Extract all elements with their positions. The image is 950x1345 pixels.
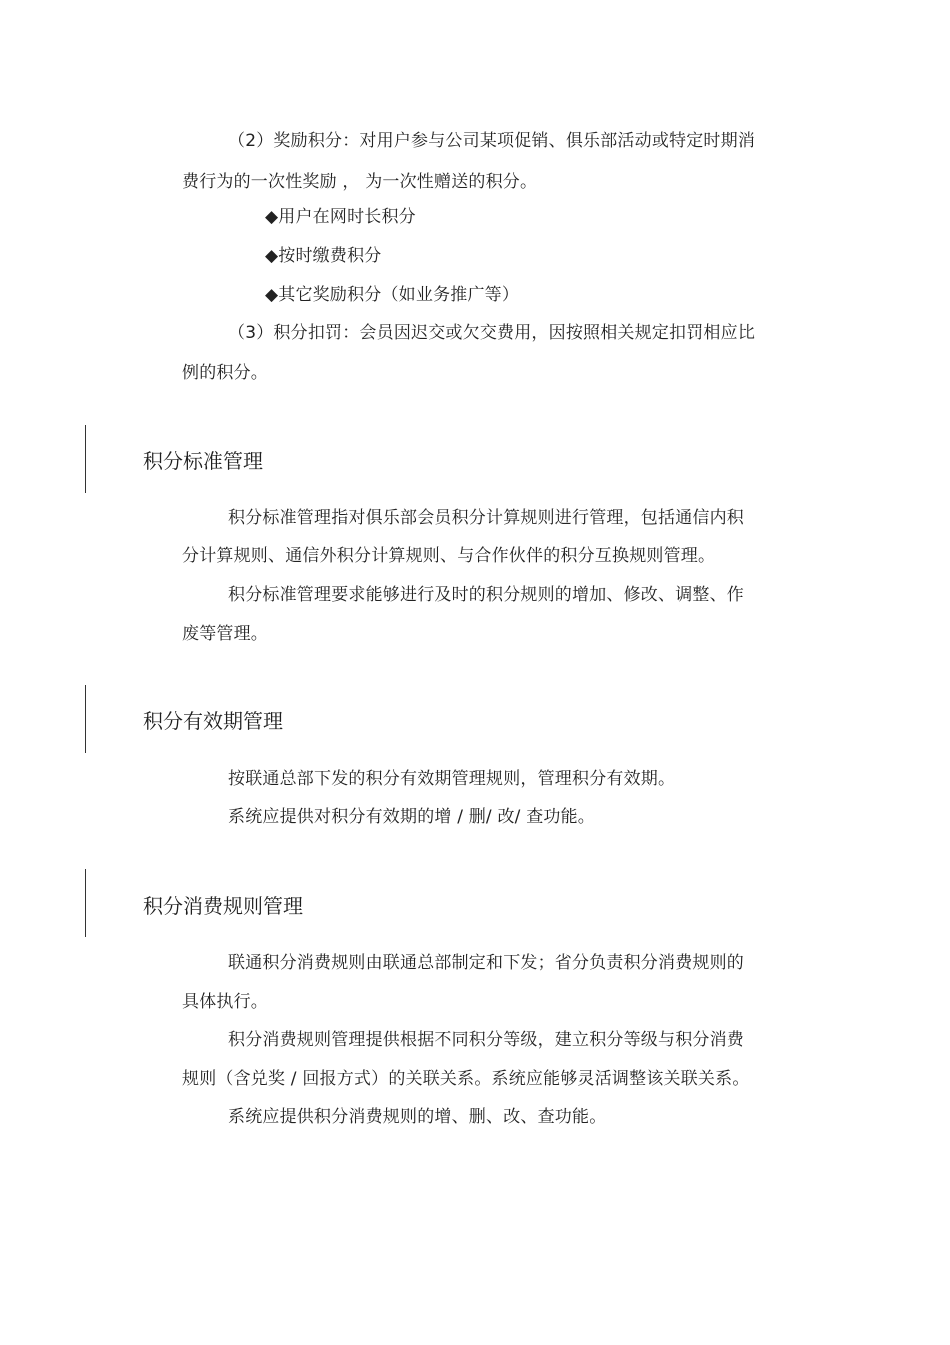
section-marker-bar bbox=[85, 425, 86, 493]
section-text-line: 分计算规则、通信外积分计算规则、与合作伙伴的积分互换规则管理。 bbox=[182, 546, 716, 566]
bullet-item: ◆按时缴费积分 bbox=[265, 246, 382, 266]
section-text-line: 联通积分消费规则由联通总部制定和下发；省分负责积分消费规则的 bbox=[228, 953, 744, 973]
section-text-line: 积分标准管理指对俱乐部会员积分计算规则进行管理，包括通信内积 bbox=[228, 508, 744, 528]
section-text-line: 废等管理。 bbox=[182, 624, 268, 644]
paragraph-3-line-1: （3）积分扣罚：会员因迟交或欠交费用，因按照相关规定扣罚相应比 bbox=[228, 323, 756, 343]
paragraph-2-line-2: 费行为的一次性奖励 ， 为一次性赠送的积分。 bbox=[182, 172, 538, 192]
section-text-line: 积分标准管理要求能够进行及时的积分规则的增加、修改、调整、作 bbox=[228, 585, 744, 605]
paragraph-2-line-1: （2）奖励积分：对用户参与公司某项促销、俱乐部活动或特定时期消 bbox=[228, 131, 756, 151]
section-text-line: 积分消费规则管理提供根据不同积分等级，建立积分等级与积分消费 bbox=[228, 1030, 744, 1050]
section-text-line: 规则（含兑奖 / 回报方式）的关联关系。系统应能够灵活调整该关联关系。 bbox=[182, 1069, 750, 1089]
section-marker-bar bbox=[85, 685, 86, 753]
section-heading: 积分有效期管理 bbox=[143, 709, 283, 733]
bullet-item: ◆用户在网时长积分 bbox=[265, 207, 416, 227]
section-text-line: 系统应提供积分消费规则的增、删、改、查功能。 bbox=[228, 1107, 607, 1127]
section-text-line: 具体执行。 bbox=[182, 992, 268, 1012]
section-text-line: 系统应提供对积分有效期的增 / 删/ 改/ 查功能。 bbox=[228, 807, 595, 827]
section-text-line: 按联通总部下发的积分有效期管理规则，管理积分有效期。 bbox=[228, 769, 676, 789]
paragraph-3-line-2: 例的积分。 bbox=[182, 363, 268, 383]
section-heading: 积分标准管理 bbox=[143, 449, 263, 473]
section-heading: 积分消费规则管理 bbox=[143, 894, 303, 918]
bullet-item: ◆其它奖励积分（如业务推广等） bbox=[265, 285, 520, 305]
section-marker-bar bbox=[85, 869, 86, 937]
